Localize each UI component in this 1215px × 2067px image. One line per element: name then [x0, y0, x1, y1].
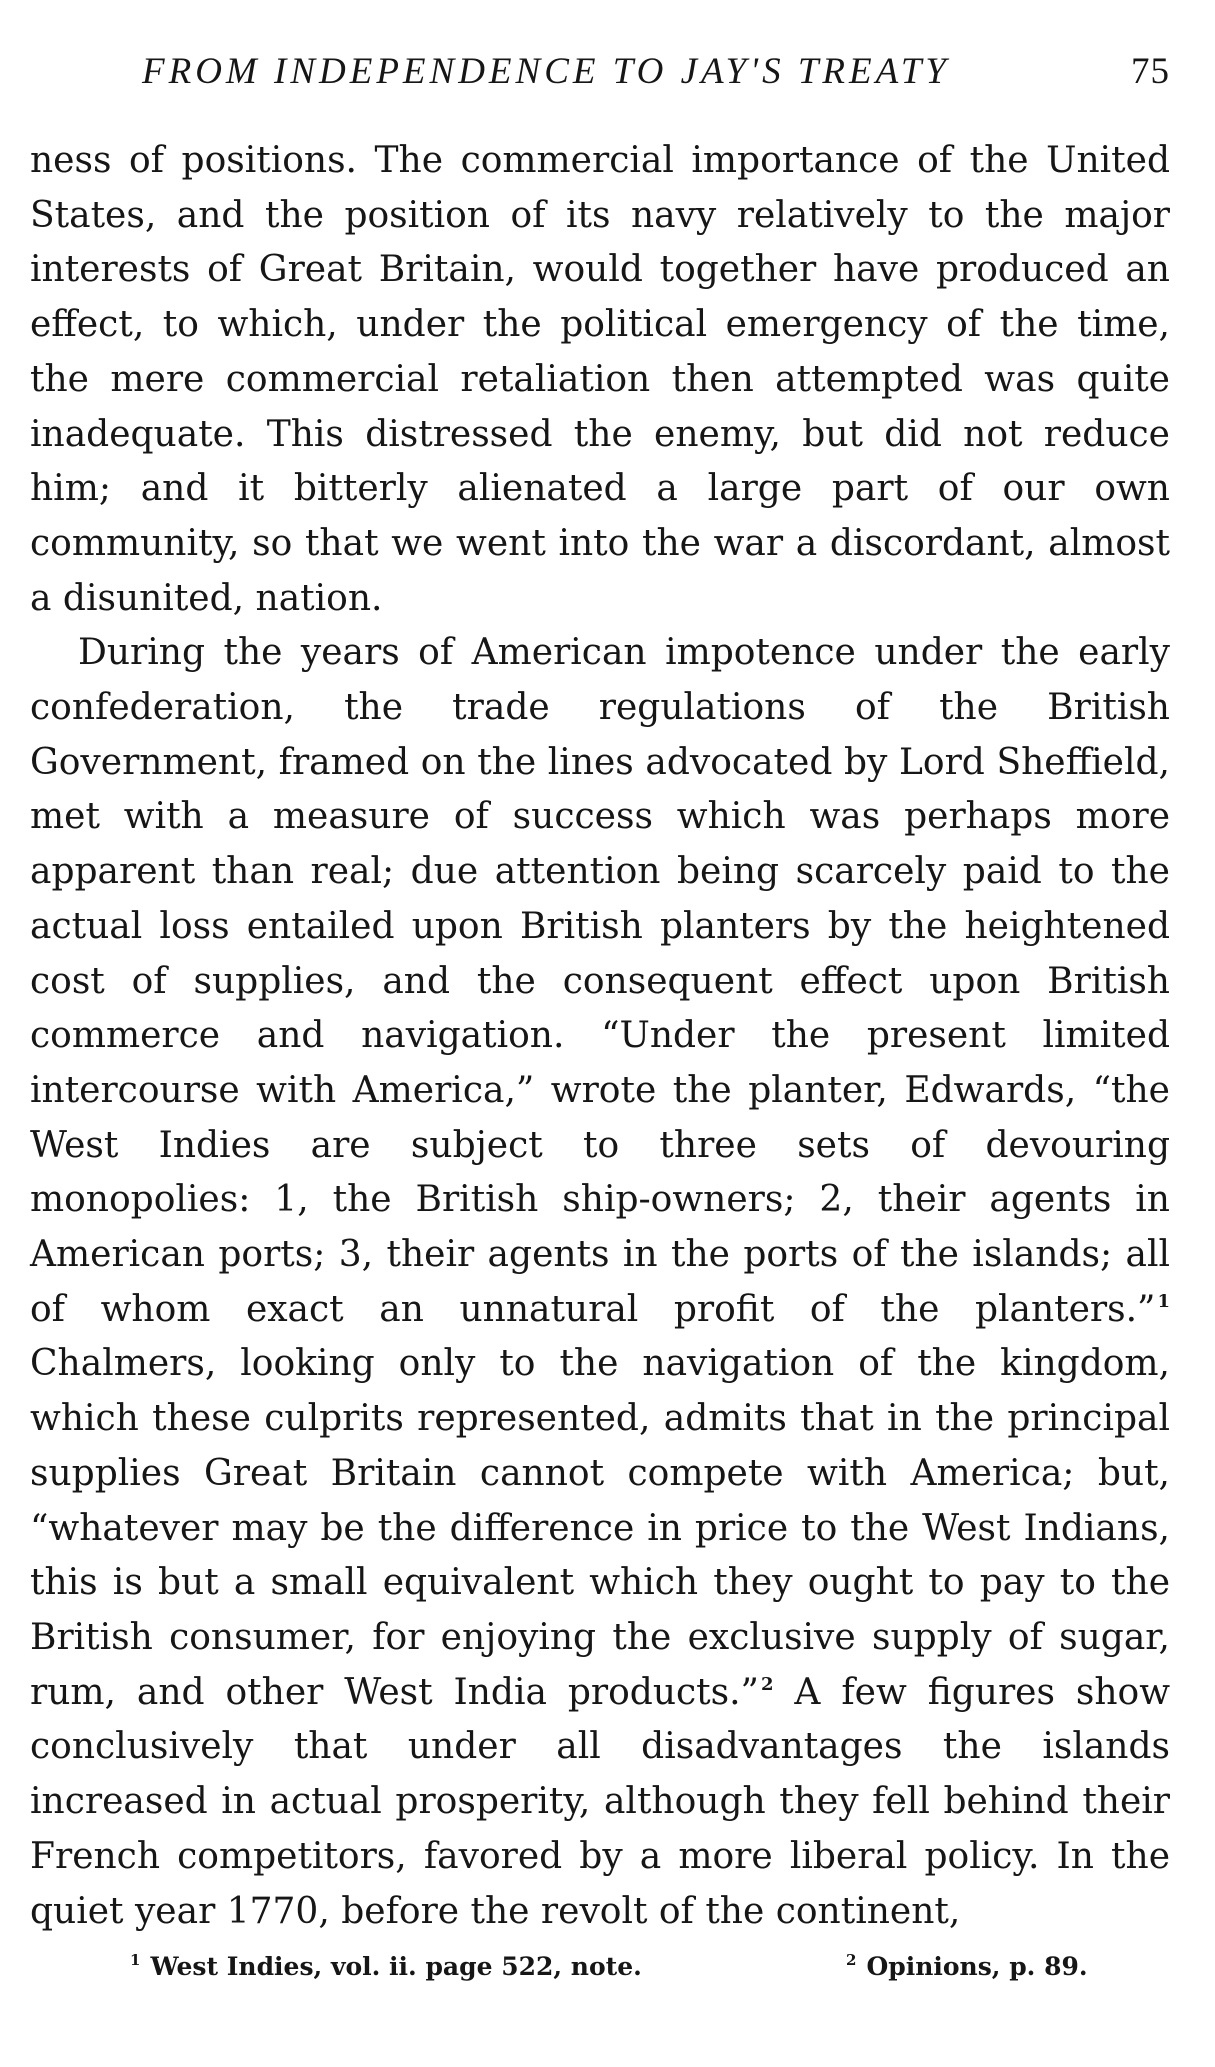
paragraph-text-part-2: Chalmers, looking only to the navigation of the kingdom, which these culprits represented, admits that in the principal supplies Great Britain cannot compete with America; but, “whatever may be the difference in price to the West Indians, this is but a small equivalent which they ought to pay to the British consumer, for enjoying the exclusive supply of sugar, rum, and other West India products.” — [30, 1343, 1170, 1713]
body-text — [30, 134, 1170, 1939]
footnotes — [130, 1951, 1120, 1991]
running-title: FROM INDEPENDENCE TO JAY'S TREATY — [142, 51, 950, 92]
book-page — [30, 42, 1170, 1991]
paragraph-trade-regulations — [30, 626, 1170, 1939]
page-number: 75 — [1131, 51, 1170, 92]
paragraph-continuation: ness of positions. The commercial importance of the United States, and the position of its navy relatively to the major interests of Great Britain, would together have produced an effect, to which, under the political emergency of the time, the mere commercial retaliation then attempted was quite inadequate. This distressed the enemy, but did not reduce him; and it bitterly alienated a large part of our own community, so that we went into the war a discordant, almost a disunited, nation. — [30, 140, 1170, 619]
footnote-reference-2: 2 — [760, 1673, 774, 1695]
footnote-text: West Indies, vol. ii. page 522, note. — [150, 1952, 642, 1982]
footnote-marker: 1 — [130, 1951, 141, 1970]
paragraph-text-part-1: During the years of American impotence under the early confederation, the trade regulations of the British Government, framed on the lines advocated by Lord Sheffield, met with a measure of success which was perhaps more apparent than real; due attention being scarcely paid to the actual loss entailed upon British planters by the heightened cost of supplies, and the consequent effect upon British commerce and navigation. “Under the present limited intercourse with America,” wrote the planter, Edwards, “the West Indies are subject to three sets of devouring monopolies: 1, the British ship-owners; 2, their agents in American ports; 3, their agents in the ports of the islands; all of whom exact an unnatural profit of the planters.” — [30, 632, 1170, 1330]
footnote-2 — [846, 1951, 1088, 1981]
paragraph-text-part-3: A few figures show conclusively that under all disadvantages the islands increased in actual prosperity, although they fell behind their French competitors, favored by a more liberal policy. In the quiet year 1770, before the revolt of the continent, — [30, 1671, 1171, 1932]
running-head — [30, 42, 1170, 116]
footnote-1 — [130, 1951, 642, 1981]
footnote-reference-1: 1 — [1157, 1290, 1170, 1312]
footnote-text: Opinions, p. 89. — [866, 1952, 1088, 1982]
footnote-marker: 2 — [846, 1951, 857, 1970]
